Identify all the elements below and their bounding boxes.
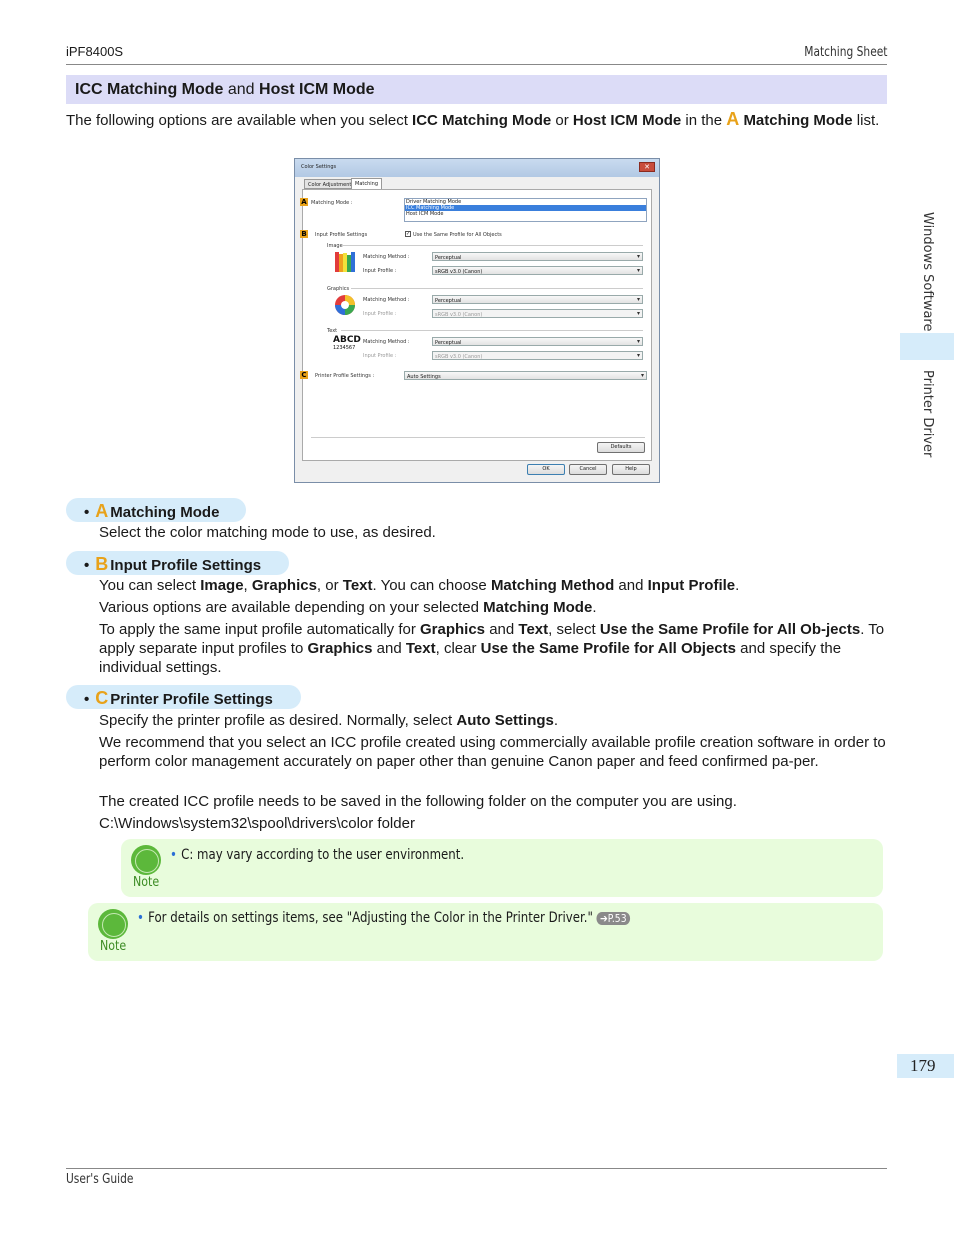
image-matching-method-select[interactable]: Perceptual ▾: [432, 252, 643, 261]
input-profile-field-label: Input Profile :: [363, 268, 397, 274]
text-sample-small: 1234567: [333, 345, 356, 351]
marker-a: A: [726, 109, 740, 129]
same-profile-label: Use the Same Profile for All Objects: [413, 232, 502, 238]
printer-profile-label: Printer Profile Settings :: [315, 373, 375, 379]
close-icon[interactable]: ✕: [639, 162, 655, 172]
note-box: [121, 839, 883, 897]
pencil-note-icon: [131, 845, 161, 875]
tab-color-adjustment[interactable]: Color Adjustment: [304, 179, 355, 189]
bold: Matching Mode: [483, 599, 593, 616]
item-b-title: Input Profile Settings: [110, 557, 262, 574]
side-tab-windows-software[interactable]: Windows Software: [920, 212, 935, 332]
item-b-p1: [99, 576, 889, 595]
defaults-button[interactable]: Defaults: [597, 442, 645, 453]
item-c-p3: The created ICC profile needs to be saved in the following folder on the computer you are using.: [99, 793, 737, 810]
bold: Use the Same Profile for All Objects: [480, 640, 736, 657]
intro-text: list.: [852, 112, 880, 129]
marker-a: A: [301, 198, 307, 206]
matching-method-label: Matching Method :: [363, 297, 410, 303]
item-a-pill: [66, 498, 246, 522]
marker-c: C: [95, 688, 109, 708]
pencils-image-icon: [333, 250, 357, 274]
note-label: Note: [133, 875, 160, 890]
text: and: [372, 640, 406, 657]
marker-a: A: [95, 501, 109, 521]
text: ,: [243, 577, 252, 594]
footer-title: User's Guide: [66, 1172, 134, 1187]
item-a-title: Matching Mode: [110, 504, 220, 521]
tab-matching[interactable]: Matching: [351, 178, 382, 190]
bold: Auto Settings: [456, 712, 554, 729]
item-c-p4: C:\Windows\system32\spool\drivers\color folder: [99, 815, 415, 832]
matching-method-label: Matching Method :: [363, 254, 410, 260]
intro-paragraph: [66, 110, 888, 130]
model-name: iPF8400S: [66, 44, 124, 59]
heading-part2: Host ICM Mode: [259, 81, 375, 98]
dialog-titlebar: [295, 159, 659, 177]
group-image-label: Image: [327, 243, 343, 249]
matching-method-label: Matching Method :: [363, 339, 410, 345]
text: Specify the printer profile as desired. Normally, select: [99, 712, 457, 729]
item-c-title: Printer Profile Settings: [110, 691, 273, 708]
bold: Graphics: [420, 621, 486, 638]
item-c-p1: [99, 711, 889, 730]
graphics-input-profile-select[interactable]: sRGB v3.0 (Canon) ▾: [432, 309, 643, 318]
heading-part1: ICC Matching Mode: [75, 81, 224, 98]
dialog-title: Color Settings: [301, 164, 337, 170]
text: To apply the same input profile automatically for: [99, 621, 420, 638]
note-text: [170, 847, 464, 863]
bullet: •: [84, 504, 90, 521]
item-b-p3: [99, 620, 889, 677]
divider: [343, 245, 643, 246]
divider: [311, 437, 645, 438]
bold: Input Profile: [647, 577, 736, 594]
list-item-selected[interactable]: ICC Matching Mode: [405, 205, 646, 211]
item-b-pill: [66, 551, 289, 575]
input-profile-field-label: Input Profile :: [363, 311, 397, 317]
header-rule: [66, 64, 887, 65]
footer-rule: [66, 1168, 887, 1169]
image-input-profile-select[interactable]: sRGB v3.0 (Canon) ▾: [432, 266, 643, 275]
matching-mode-list[interactable]: [404, 198, 647, 222]
matching-panel: [302, 189, 652, 461]
marker-b: B: [95, 554, 109, 574]
item-a-text: Select the color matching mode to use, as desired.: [99, 524, 436, 541]
pie-graphics-icon: [333, 293, 357, 317]
text-matching-method-select[interactable]: Perceptual ▾: [432, 337, 643, 346]
bullet: •: [84, 557, 90, 574]
same-profile-checkbox[interactable]: ✓: [406, 231, 411, 237]
text: and: [614, 577, 648, 594]
input-profile-field-label: Input Profile :: [363, 353, 397, 359]
list-item[interactable]: Driver Matching Mode: [406, 199, 462, 205]
note-box: [88, 903, 883, 961]
marker-b: B: [301, 230, 307, 238]
pencil-note-icon: [98, 909, 128, 939]
bold: Text: [342, 577, 373, 594]
help-button[interactable]: Help: [612, 464, 650, 475]
page-number: 179: [910, 1056, 936, 1075]
item-b-p2: [99, 598, 889, 617]
matching-mode-label: Matching Mode :: [311, 200, 353, 206]
text-sample-icon: [333, 336, 359, 356]
section-name: Matching Sheet: [803, 45, 887, 60]
group-text-label: Text: [327, 328, 338, 334]
text: .: [735, 577, 740, 594]
input-profile-label: Input Profile Settings: [315, 232, 368, 238]
text: , clear: [435, 640, 481, 657]
item-c-pill: [66, 685, 301, 709]
intro-bold: ICC Matching Mode: [412, 112, 552, 129]
intro-bold: Host ICM Mode: [572, 112, 682, 129]
list-item[interactable]: Host ICM Mode: [406, 211, 444, 217]
section-heading: [66, 75, 887, 104]
text-sample-big: ABCD: [333, 335, 361, 345]
bold: Text: [518, 621, 549, 638]
bold: Matching Method: [490, 577, 615, 594]
color-settings-dialog: [294, 158, 660, 483]
note-text: [137, 910, 630, 926]
text: .: [592, 599, 597, 616]
bold: Use the Same Profile for All Ob-jects: [599, 621, 861, 638]
bold: Graphics: [307, 640, 373, 657]
text: and specify the individual settings.: [99, 640, 842, 676]
text: .: [553, 712, 559, 729]
divider: [351, 288, 643, 289]
text: Various options are available depending on your selected: [99, 599, 484, 616]
intro-text: or: [551, 112, 573, 129]
text: . You can choose: [372, 577, 491, 594]
side-tab-printer-driver[interactable]: Printer Driver: [920, 370, 935, 458]
printer-profile-select[interactable]: Auto Settings ▾: [404, 371, 647, 380]
side-tab-highlight: [900, 333, 954, 360]
heading-and: and: [223, 81, 260, 98]
intro-text: in the: [681, 112, 727, 129]
bold: Image: [200, 577, 244, 594]
bold: Text: [405, 640, 436, 657]
bullet: •: [84, 691, 90, 708]
intro-bold: Matching Mode: [743, 112, 853, 129]
ok-button[interactable]: OK: [527, 464, 565, 475]
text: , select: [548, 621, 600, 638]
text: . To apply separate input profiles to: [99, 621, 885, 657]
text: , or: [316, 577, 343, 594]
item-c-p2: We recommend that you select an ICC profile created using commercially available profile creation software in order to perform color management accurately on paper other than genuine Canon paper and feed confirmed pa-per.: [99, 734, 886, 770]
bold: Graphics: [251, 577, 317, 594]
intro-text: The following options are available when you select: [66, 112, 413, 129]
bullet: •: [170, 847, 177, 863]
bullet: •: [137, 910, 144, 926]
text: You can select: [99, 577, 201, 594]
page-reference-link[interactable]: ➔P.53: [597, 912, 630, 925]
cancel-button[interactable]: Cancel: [569, 464, 607, 475]
text: and: [485, 621, 519, 638]
marker-c: C: [301, 371, 307, 379]
note-content: For details on settings items, see "Adjusting the Color in the Printer Driver.": [148, 910, 593, 926]
graphics-matching-method-select[interactable]: Perceptual ▾: [432, 295, 643, 304]
group-graphics-label: Graphics: [327, 286, 350, 292]
text-input-profile-select[interactable]: sRGB v3.0 (Canon) ▾: [432, 351, 643, 360]
note-content: C: may vary according to the user environment.: [181, 847, 465, 863]
divider: [341, 330, 643, 331]
note-label: Note: [100, 939, 127, 954]
